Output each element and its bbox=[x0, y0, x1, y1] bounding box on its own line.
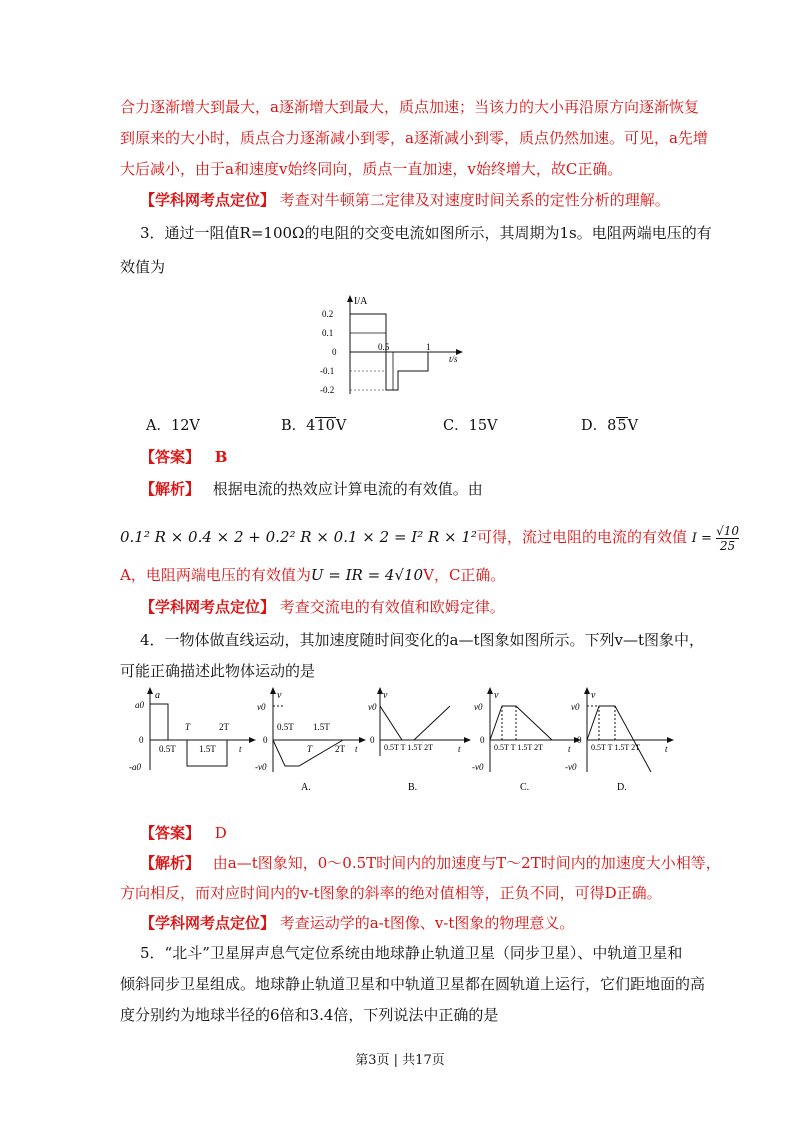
svg-text:v0: v0 bbox=[474, 702, 483, 712]
svg-text:2T: 2T bbox=[335, 744, 345, 754]
caption-c: C. bbox=[520, 782, 530, 793]
svg-text:-v0: -v0 bbox=[472, 762, 484, 772]
page-footer: 第3页 | 共17页 bbox=[355, 1053, 445, 1068]
svg-text:0.5T T 1.5T 2T: 0.5T T 1.5T 2T bbox=[384, 743, 433, 752]
svg-text:v: v bbox=[383, 690, 388, 701]
q4-analysis-line-1: 【解析】 由a—t图象知，0～0.5T时间内的加速度与T～2T时间内的加速度大小相等， bbox=[140, 854, 721, 872]
sqrt-10: 10 bbox=[316, 418, 335, 434]
svg-text:v: v bbox=[277, 690, 282, 701]
q4-stem-line-1: 4．一物体做直线运动，其加速度随时间变化的a—t图象如图所示。下列v—t图象中， bbox=[140, 631, 705, 649]
analysis-tag: 【解析】 bbox=[140, 480, 201, 498]
analysis-text: 根据电流的热效应计算电流的有效值。由 bbox=[212, 480, 483, 498]
q3-option-a: A．12V bbox=[146, 418, 200, 434]
tick-x-1: 1 bbox=[426, 342, 431, 352]
q3-answer bbox=[140, 446, 227, 468]
q3-option-d: D．85V bbox=[581, 418, 639, 434]
q4-analysis-line-2: 方向相反，而对应时间内的v-t图象的斜率的绝对值相等，正负不同，可得D正确。 bbox=[120, 884, 662, 902]
svg-text:0.5T T 1.5T 2T: 0.5T T 1.5T 2T bbox=[591, 743, 640, 752]
svg-text:0.5T T 1.5T 2T: 0.5T T 1.5T 2T bbox=[494, 743, 543, 752]
knowledge-tag: 【学科网考点定位】 bbox=[140, 191, 276, 209]
tick-y-neg-0.2: -0.2 bbox=[320, 385, 335, 395]
q3-knowledge-point: 【学科网考点定位】 考查交流电的有效值和欧姆定律。 bbox=[140, 598, 505, 616]
svg-text:1.5T: 1.5T bbox=[199, 744, 216, 754]
svg-text:0.5T: 0.5T bbox=[159, 744, 176, 754]
svg-text:t: t bbox=[239, 744, 242, 754]
tick-y-0.2: 0.2 bbox=[322, 309, 334, 319]
svg-text:a: a bbox=[155, 690, 160, 701]
q3-current-graph bbox=[318, 292, 468, 398]
svg-text:v0: v0 bbox=[257, 702, 266, 712]
answer-value: B bbox=[214, 448, 228, 466]
y-axis-label: I/A bbox=[354, 296, 368, 307]
svg-text:v0: v0 bbox=[368, 702, 377, 712]
svg-text:t: t bbox=[568, 744, 571, 754]
svg-text:-a0: -a0 bbox=[129, 762, 141, 772]
svg-text:v: v bbox=[591, 690, 596, 701]
svg-text:0.5T: 0.5T bbox=[277, 722, 294, 732]
svg-text:v0: v0 bbox=[571, 702, 580, 712]
at-graph bbox=[129, 687, 256, 772]
svg-text:0: 0 bbox=[263, 735, 268, 745]
q2-analysis-line-2: 到原来的大小时，质点合力逐渐减小到零，a逐渐减小到零，质点仍然加速。可见，a先增 bbox=[120, 129, 708, 147]
q3-option-c: C．15V bbox=[443, 418, 498, 434]
q3-option-b: B．410V bbox=[281, 418, 347, 434]
q4-answer: 【答案】 D bbox=[140, 824, 227, 842]
svg-text:0: 0 bbox=[480, 735, 485, 745]
svg-text:T: T bbox=[185, 722, 191, 732]
knowledge-text: 考查对牛顿第二定律及对速度时间关系的定性分析的理解。 bbox=[279, 191, 670, 209]
svg-text:v: v bbox=[494, 690, 499, 701]
q5-stem-line-3: 度分别约为地球半径的6倍和3.4倍，下列说法中正确的是 bbox=[120, 1006, 499, 1024]
vt-graph-a bbox=[255, 687, 366, 793]
effective-current-fraction: I = $\frac{√10}{25}$ bbox=[691, 524, 739, 553]
svg-text:-v0: -v0 bbox=[565, 762, 577, 772]
vt-graph-c bbox=[472, 687, 581, 793]
svg-text:T: T bbox=[307, 744, 313, 754]
q5-stem-line-2: 倾斜同步卫星组成。地球静止轨道卫星和中轨道卫星都在圆轨道上运行，它们距地面的高 bbox=[120, 975, 706, 993]
q2-analysis-line-3: 大后减小，由于a和速度v始终同向，质点一直加速，v始终增大，故C正确。 bbox=[120, 160, 623, 178]
svg-text:2T: 2T bbox=[219, 722, 229, 732]
svg-text:1.5T: 1.5T bbox=[313, 722, 330, 732]
q3-result: A，电阻两端电压的有效值为U = IR = 4√10V，C正确。 bbox=[120, 566, 506, 584]
caption-a: A. bbox=[301, 782, 311, 793]
x-axis-label: t/s bbox=[449, 354, 458, 364]
q3-equation: 0.1² R × 0.4 × 2 + 0.2² R × 0.1 × 2 = I² R × 1²可得，流过电阻的电流的有效值 I = $\frac{√10}{25}$ bbox=[120, 524, 739, 553]
svg-text:-v0: -v0 bbox=[255, 762, 267, 772]
svg-text:0: 0 bbox=[139, 735, 144, 745]
tick-x-0.5: 0.5 bbox=[378, 342, 390, 352]
answer-tag: 【答案】 bbox=[140, 448, 201, 466]
svg-text:t: t bbox=[355, 744, 358, 754]
tick-y-0: 0 bbox=[332, 347, 337, 357]
vt-graph-b bbox=[368, 687, 471, 793]
vt-graph-d bbox=[565, 687, 674, 793]
sqrt-5: 5 bbox=[617, 418, 627, 434]
q3-stem-line-1: 3．通过一阻值R=100Ω的电阻的交变电流如图所示，其周期为1s。电阻两端电压的有 bbox=[140, 224, 712, 242]
q4-graphs bbox=[115, 686, 675, 798]
q5-stem-line-1: 5．“北斗”卫星屏声息气定位系统由地球静止轨道卫星（同步卫星）、中轨道卫星和 bbox=[140, 944, 683, 962]
svg-text:0: 0 bbox=[370, 735, 375, 745]
caption-d: D. bbox=[617, 782, 627, 793]
q4-stem-line-2: 可能正确描述此物体运动的是 bbox=[120, 662, 316, 680]
tick-y-neg-0.1: -0.1 bbox=[320, 366, 335, 376]
svg-text:a0: a0 bbox=[135, 700, 144, 710]
tick-y-0.1: 0.1 bbox=[322, 328, 334, 338]
q2-knowledge-point bbox=[140, 189, 670, 211]
q2-analysis-line-1: 合力逐渐增大到最大，a逐渐增大到最大，质点加速；当该力的大小再沿原方向逐渐恢复 bbox=[120, 98, 699, 116]
q3-stem-line-2: 效值为 bbox=[120, 258, 166, 276]
svg-text:t: t bbox=[665, 744, 668, 754]
q3-analysis bbox=[140, 478, 483, 500]
svg-text:0: 0 bbox=[577, 735, 582, 745]
svg-text:t: t bbox=[458, 744, 461, 754]
caption-b: B. bbox=[408, 782, 418, 793]
q4-knowledge-point: 【学科网考点定位】 考查运动学的a-t图像、v-t图象的物理意义。 bbox=[140, 914, 575, 932]
